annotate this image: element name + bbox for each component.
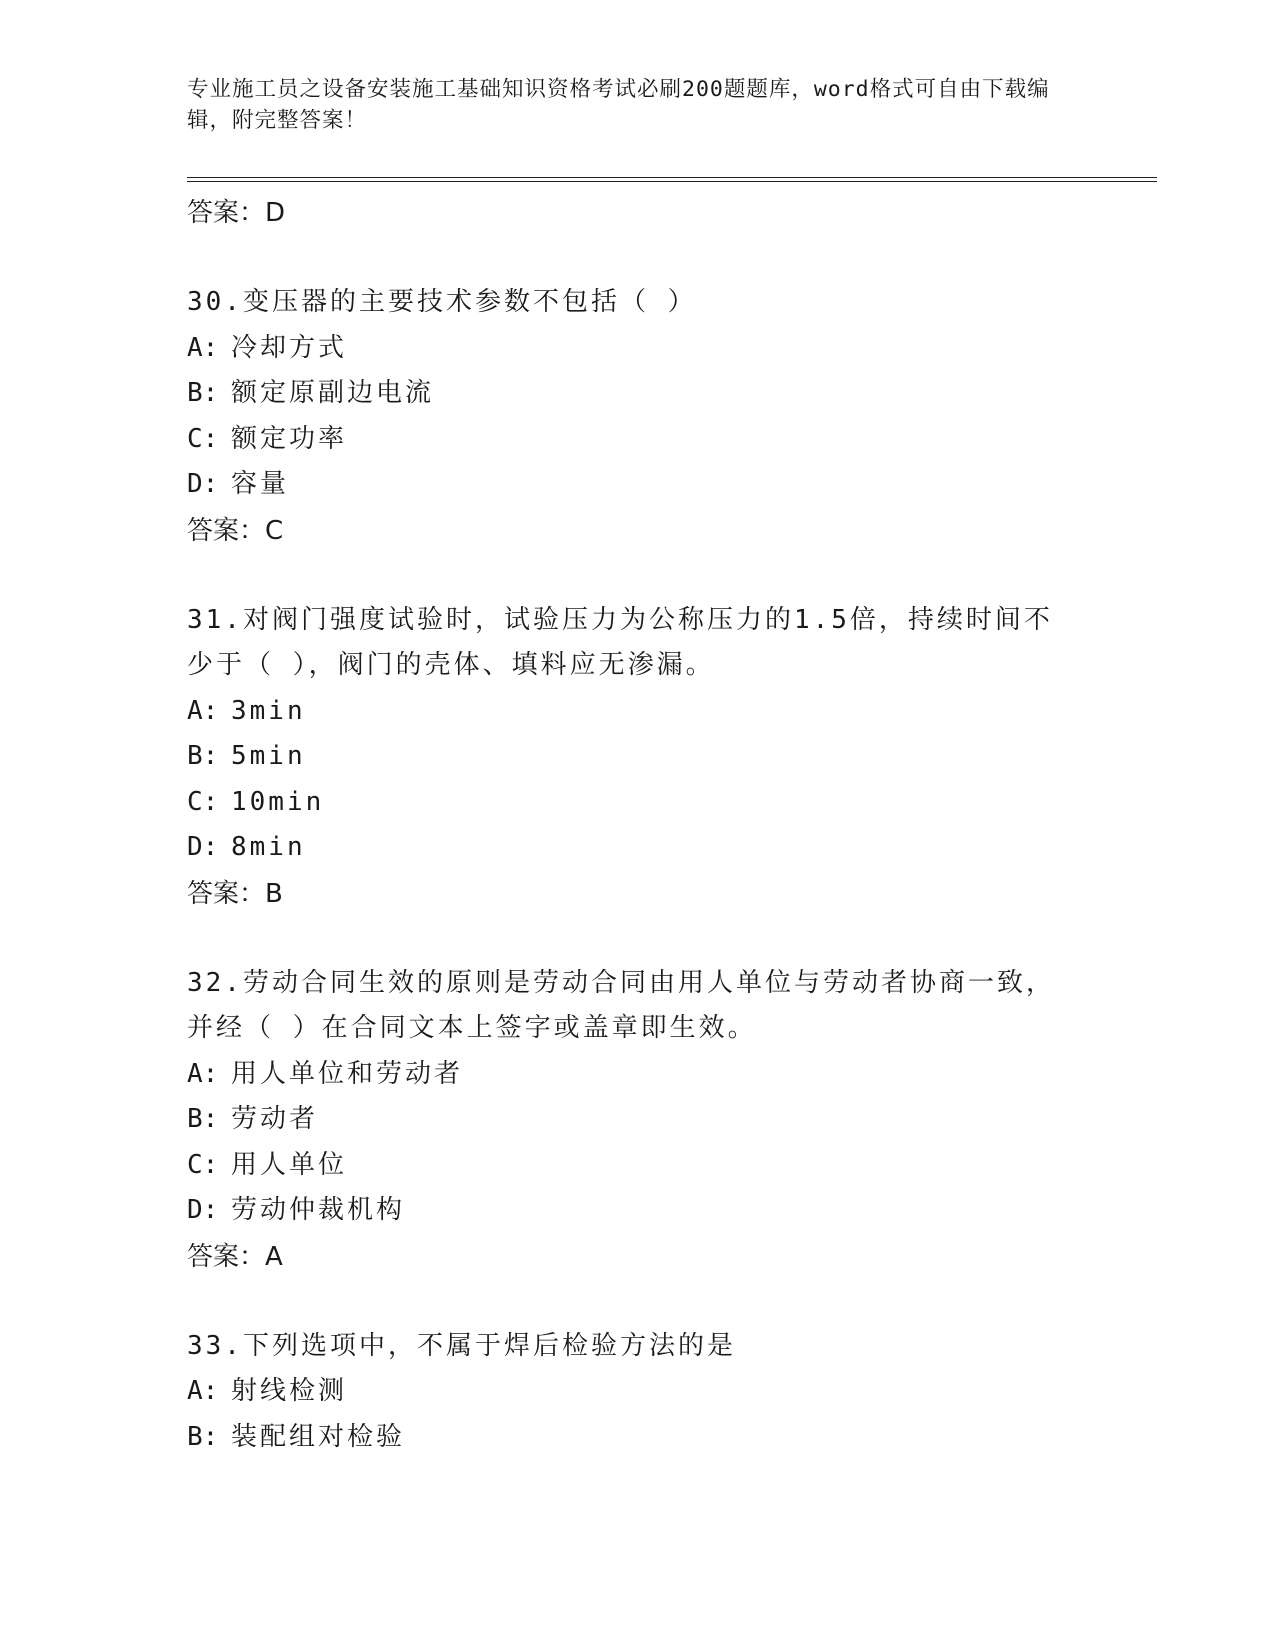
option-text: 劳动者 [231, 1104, 319, 1134]
option-d [187, 825, 1157, 871]
option-text: 容量 [231, 469, 290, 499]
answer-label: 答案： [187, 1241, 266, 1272]
option-key: B: [187, 378, 219, 408]
question-text [187, 1324, 1067, 1370]
option-text: 5min [231, 741, 306, 771]
option-a [187, 1052, 1157, 1098]
option-key: B: [187, 1421, 219, 1452]
answer-line [187, 190, 1157, 236]
question-list [187, 190, 1157, 1460]
option-key: A: [187, 1058, 219, 1089]
option-text: 射线检测 [231, 1376, 348, 1406]
option-key: D: [187, 1195, 219, 1225]
option-text: 额定功率 [231, 423, 348, 454]
option-c [187, 780, 1157, 826]
option-text: 冷却方式 [231, 332, 348, 363]
option-text: 装配组对检验 [231, 1421, 406, 1452]
option-key: C: [187, 423, 219, 454]
option-c [187, 417, 1157, 463]
option-key: B: [187, 741, 219, 771]
question-item [187, 598, 1157, 917]
header-divider [187, 177, 1157, 182]
option-key: C: [187, 1149, 219, 1180]
answer-line [187, 508, 1157, 554]
question-body: 变压器的主要技术参数不包括（ ） [242, 287, 697, 317]
answer-value: D [265, 198, 286, 228]
question-text [187, 961, 1067, 1052]
question-number: 32. [187, 967, 243, 998]
question-body: 劳动合同生效的原则是劳动合同由用人单位与劳动者协商一致，并经（ ）在合同文本上签字或盖章即生效。 [187, 967, 1055, 1043]
option-key: C: [187, 786, 219, 817]
question-item [187, 280, 1157, 554]
option-key: B: [187, 1104, 219, 1134]
answer-line [187, 871, 1157, 917]
answer-label: 答案： [187, 515, 266, 546]
question-item [187, 1324, 1157, 1461]
answer-label: 答案： [187, 198, 266, 228]
question-body: 下列选项中，不属于焊后检验方法的是 [242, 1330, 736, 1361]
option-key: A: [187, 1376, 219, 1406]
option-d [187, 1188, 1157, 1234]
option-b [187, 734, 1157, 780]
option-key: A: [187, 695, 219, 726]
option-c [187, 1143, 1157, 1189]
question-text [187, 598, 1067, 689]
question-number: 33. [187, 1330, 243, 1361]
option-b [187, 371, 1157, 417]
option-text: 用人单位和劳动者 [231, 1058, 464, 1089]
document-page [187, 0, 1157, 1650]
document-header: 专业施工员之设备安装施工基础知识资格考试必刷200题题库，word格式可自由下载编辑，附完整答案！ [187, 77, 1050, 133]
question-text [187, 280, 1067, 326]
option-text: 用人单位 [231, 1149, 348, 1180]
option-a [187, 1369, 1157, 1415]
answer-label: 答案： [187, 878, 266, 909]
answer-value: C [265, 515, 284, 546]
option-text: 劳动仲裁机构 [231, 1195, 406, 1225]
option-b [187, 1415, 1157, 1461]
answer-value: B [265, 878, 283, 909]
question-number: 31. [187, 604, 243, 635]
option-text: 10min [231, 786, 325, 817]
option-text: 8min [231, 832, 306, 862]
option-a [187, 326, 1157, 372]
question-number: 30. [187, 287, 243, 317]
option-b [187, 1097, 1157, 1143]
option-key: D: [187, 832, 219, 862]
option-key: D: [187, 469, 219, 499]
option-a [187, 689, 1157, 735]
option-text: 3min [231, 695, 306, 726]
answer-line [187, 1234, 1157, 1280]
question-item [187, 961, 1157, 1280]
option-d [187, 462, 1157, 508]
answer-value: A [265, 1241, 283, 1272]
option-key: A: [187, 332, 219, 363]
option-text: 额定原副边电流 [231, 378, 435, 408]
question-body: 对阀门强度试验时，试验压力为公称压力的1.5倍，持续时间不少于（ ），阀门的壳体、填料应无渗漏。 [187, 604, 1053, 680]
